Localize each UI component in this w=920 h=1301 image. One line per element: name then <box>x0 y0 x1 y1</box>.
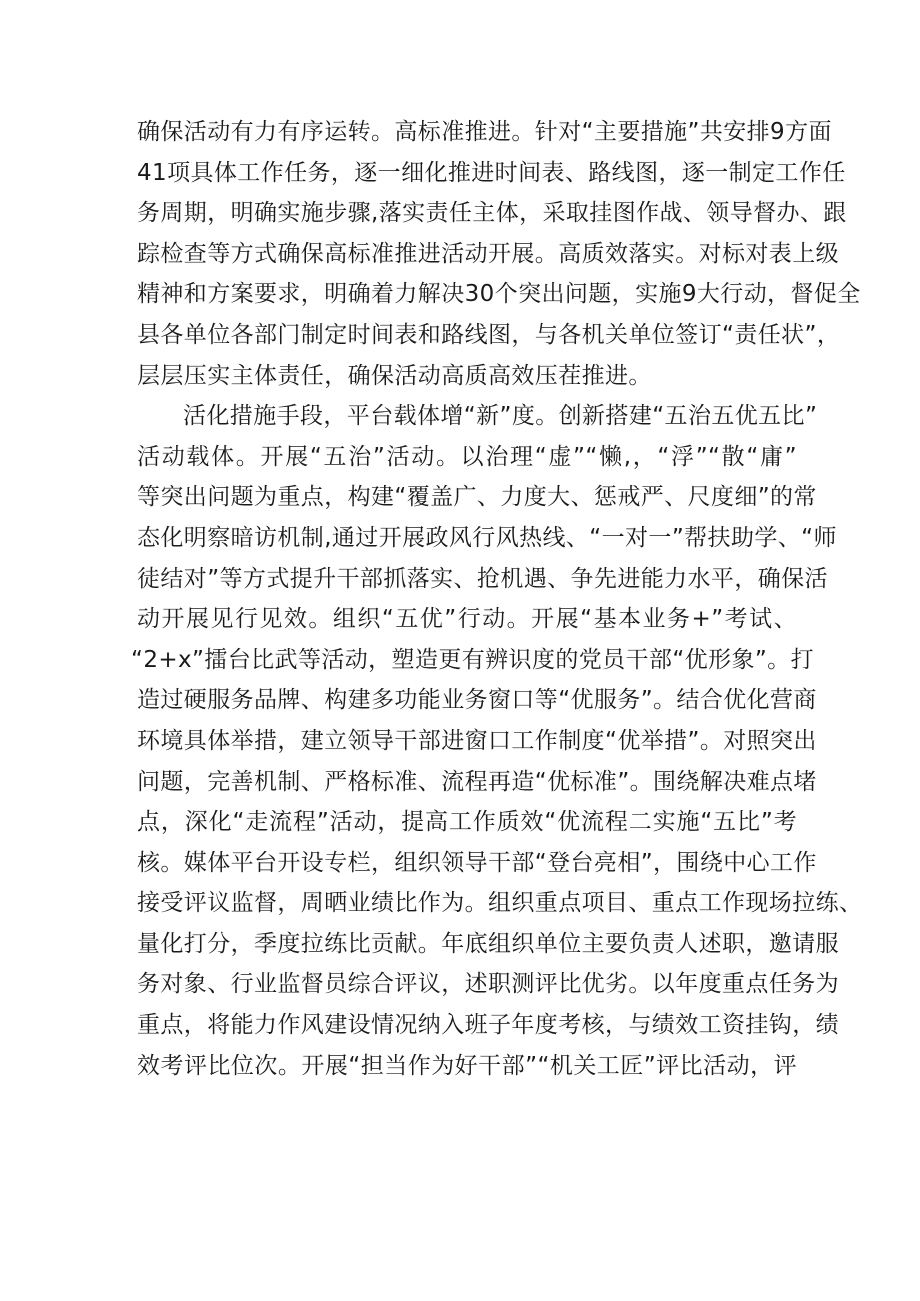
paragraph-2-line-5: 徒结对”等方式提升干部抓落实、抢机遇、争先进能力水平，确保活 <box>137 565 828 592</box>
paragraph-2-line-10: 问题，完善机制、严格标准、流程再造“优标准”。围绕解决难点堵 <box>137 768 817 795</box>
paragraph-1-line-7: 层层压实主体责任，确保活动高质高效压茬推进。 <box>137 362 652 389</box>
paragraph-1-line-2: 41项具体工作任务，逐一细化推进时间表、路线图，逐一制定工作任 <box>137 159 846 186</box>
body-text <box>131 112 863 1086</box>
paragraph-2-line-4: 态化明察暗访机制,通过开展政风行风热线、“一对一”帮扶助学、“师 <box>137 524 837 551</box>
paragraph-2-line-1: 活化措施手段，平台载体增“新”度。创新搭建“五治五优五比” <box>183 403 818 430</box>
paragraph-1-line-4: 踪检查等方式确保高标准推进活动开展。高质效落实。对标对表上级 <box>137 240 839 267</box>
paragraph-2-line-6: 动开展见行见效。组织“五优”行动。开展“基本业务+”考试、 <box>137 606 797 633</box>
paragraph-2-line-2: 活动载体。开展“五治”活动。以治理“虚”“懒,，“浮”“散“庸” <box>137 443 797 470</box>
paragraph-2-line-14: 量化打分，季度拉练比贡献。年底组织单位主要负责人述职，邀请服 <box>137 930 839 957</box>
paragraph-2-line-9: 环境具体举措，建立领导干部进窗口工作制度“优举措”。对照突出 <box>137 727 817 754</box>
paragraph-2-line-7: “2+x”擂台比武等活动，塑造更有辨识度的党员干部“优形象”。打 <box>131 646 814 673</box>
paragraph-1-line-3: 务周期，明确实施步骤,落实责任主体，采取挂图作战、领导督办、跟 <box>137 200 847 227</box>
paragraph-2-line-16: 重点，将能力作风建设情况纳入班子年度考核，与绩效工资挂钩，绩 <box>137 1012 839 1039</box>
paragraph-2-line-12: 核。媒体平台开设专栏，组织领导干部“登台亮相”，围绕中心工作 <box>137 849 817 876</box>
paragraph-2-line-8: 造过硬服务品牌、构建多功能业务窗口等“优服务”。结合优化营商 <box>137 687 817 714</box>
paragraph-2-line-3: 等突出问题为重点，构建“覆盖广、力度大、惩戒严、尺度细”的常 <box>137 484 817 511</box>
paragraph-2-line-13: 接受评议监督，周晒业绩比作为。组织重点项目、重点工作现场拉练、 <box>137 890 863 917</box>
paragraph-2-line-11: 点，深化“走流程”活动，提高工作质效“优流程二实施“五比”考 <box>137 809 797 836</box>
paragraph-2-line-17: 效考评比位次。开展“担当作为好干部”“机关工匠”评比活动，评 <box>137 1052 797 1079</box>
paragraph-1-line-5: 精神和方案要求，明确着力解决30个突出问题，实施9大行动，督促全 <box>137 281 861 308</box>
paragraph-2-line-15: 务对象、行业监督员综合评议，述职测评比优劣。以年度重点任务为 <box>137 971 839 998</box>
paragraph-1-line-6: 县各单位各部门制定时间表和路线图，与各机关单位签订“责任状”， <box>137 321 841 348</box>
paragraph-1-line-1: 确保活动有力有序运转。高标准推进。针对“主要措施”共安排9方面 <box>137 119 832 145</box>
